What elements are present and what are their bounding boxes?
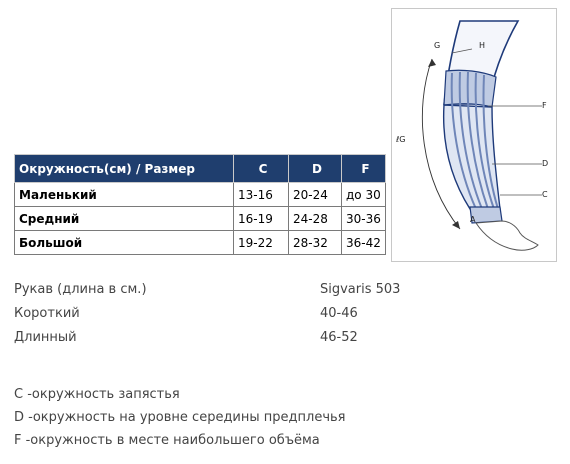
header-c: C — [234, 155, 289, 183]
label-f: F — [542, 101, 547, 110]
row-size-label: Маленький — [15, 183, 234, 207]
sleeve-row-label: Длинный — [14, 330, 77, 345]
sleeve-row-label: Короткий — [14, 306, 80, 321]
arm-sleeve-diagram — [391, 8, 557, 262]
note-f: F -окружность в месте наибольшего объёма — [14, 433, 320, 448]
note-c: С -окружность запястья — [14, 387, 180, 402]
header-f: F — [342, 155, 386, 183]
sleeve-row-value: 40-46 — [320, 306, 358, 321]
table-header-row — [15, 155, 386, 183]
row-size-label: Средний — [15, 207, 234, 231]
sleeve-header-label: Рукав (длина в см.) — [14, 282, 147, 297]
label-lg: ℓG — [396, 135, 406, 144]
table-row — [15, 183, 386, 207]
cell-c: 13-16 — [234, 183, 289, 207]
label-g: G — [434, 41, 441, 50]
label-d: D — [542, 159, 549, 168]
cell-d: 24-28 — [289, 207, 342, 231]
cell-d: 28-32 — [289, 231, 342, 255]
header-d: D — [289, 155, 342, 183]
cell-f: 36-42 — [342, 231, 386, 255]
label-c: C — [542, 190, 548, 199]
table-row — [15, 207, 386, 231]
sleeve-row-value: 46-52 — [320, 330, 358, 345]
table-row — [15, 231, 386, 255]
label-h: H — [479, 41, 486, 50]
size-table — [14, 154, 386, 255]
cell-d: 20-24 — [289, 183, 342, 207]
sleeve-header-value: Sigvaris 503 — [320, 282, 401, 297]
cell-f: 30-36 — [342, 207, 386, 231]
row-size-label: Большой — [15, 231, 234, 255]
cell-c: 19-22 — [234, 231, 289, 255]
label-a: A — [470, 215, 476, 224]
note-d: D -окружность на уровне середины предплечья — [14, 410, 346, 425]
cell-f: до 30 — [342, 183, 386, 207]
header-circumference-size: Окружность(см) / Размер — [15, 155, 234, 183]
cell-c: 16-19 — [234, 207, 289, 231]
